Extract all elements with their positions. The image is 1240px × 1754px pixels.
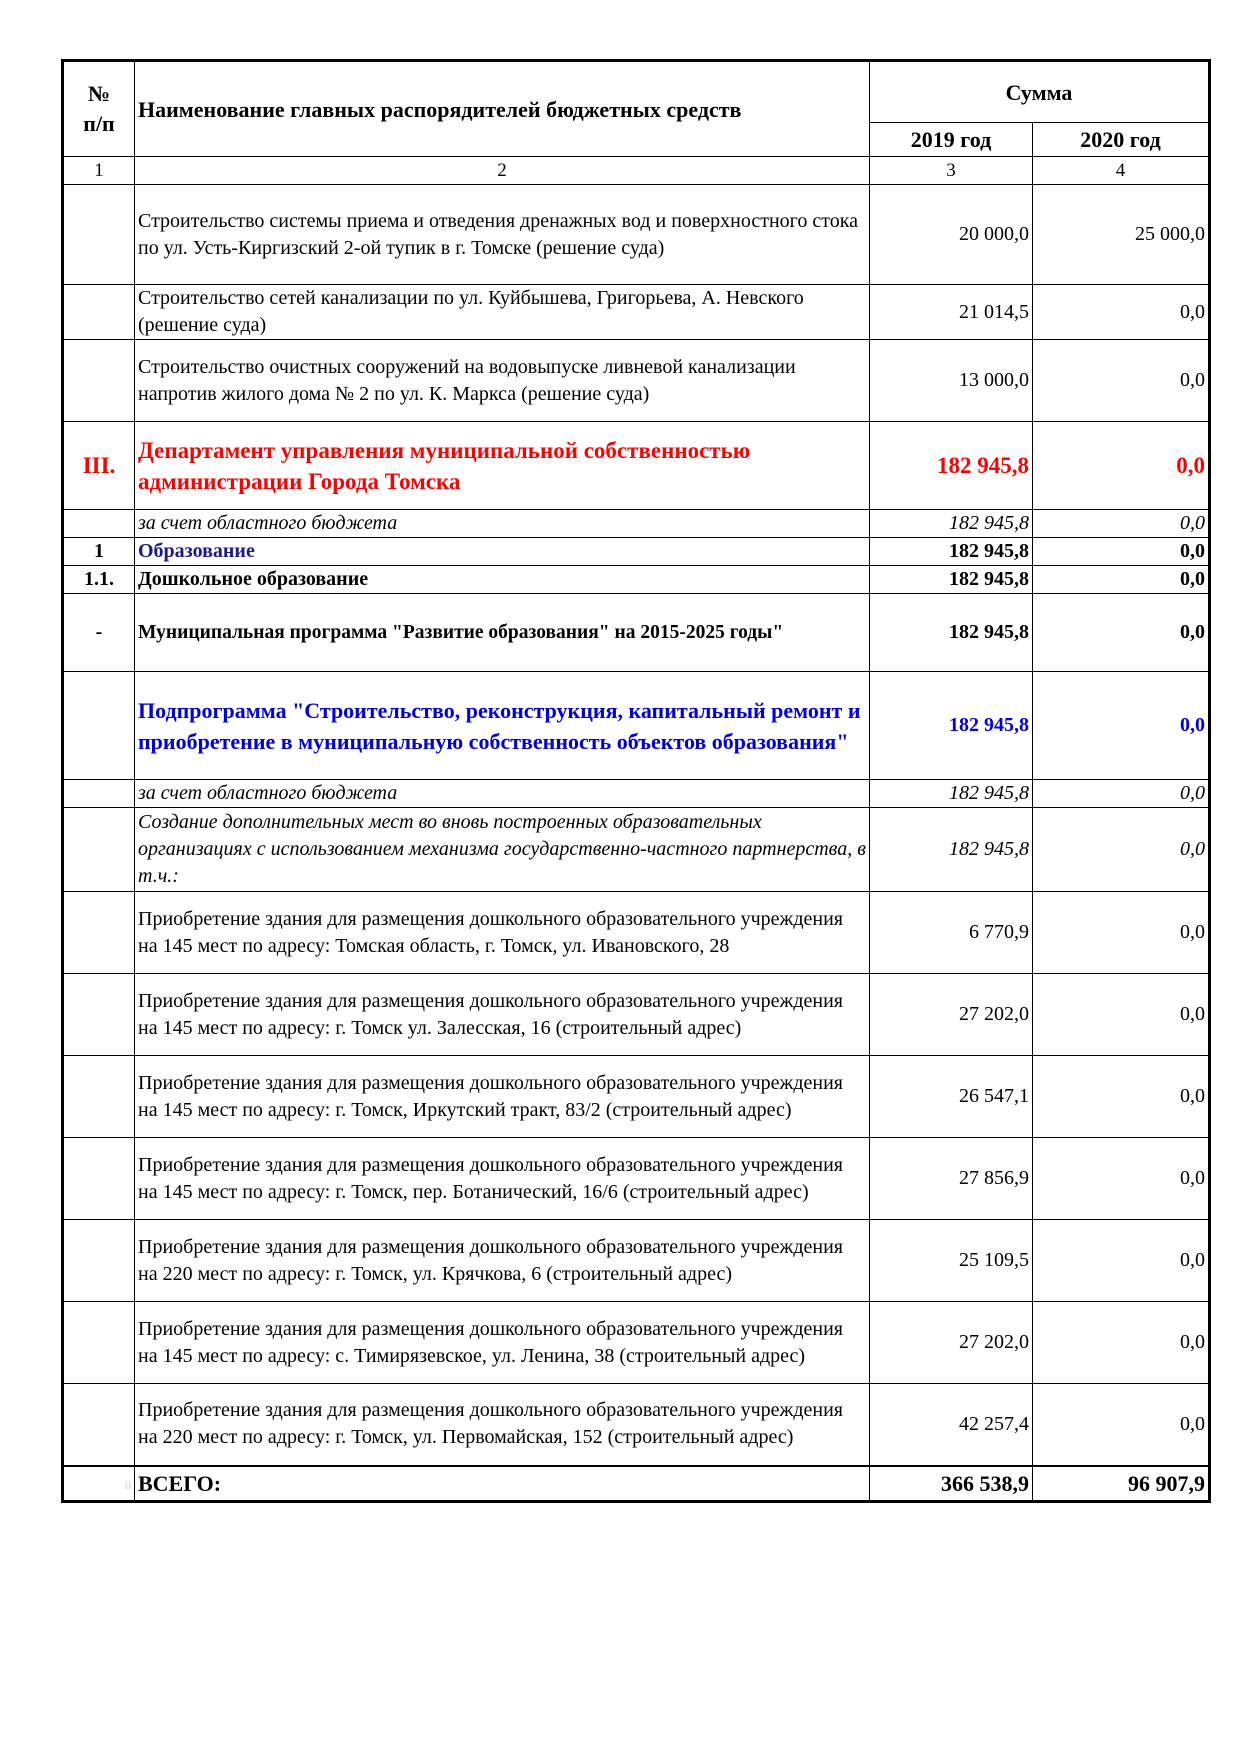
row-value-2020: 0,0 bbox=[1033, 780, 1210, 808]
table-row bbox=[63, 672, 1210, 780]
col-number-1: 1 bbox=[63, 157, 135, 185]
row-value-2020: 0,0 bbox=[1033, 538, 1210, 566]
row-name: за счет областного бюджета bbox=[135, 510, 870, 538]
budget-table bbox=[61, 59, 1211, 1503]
row-value-2020: 0,0 bbox=[1033, 285, 1210, 340]
row-value-2020: 0,0 bbox=[1033, 422, 1210, 510]
table-row bbox=[63, 538, 1210, 566]
row-value-2020: 0,0 bbox=[1033, 510, 1210, 538]
row-name: Приобретение здания для размещения дошкольного образовательного учреждения на 145 мест по адресу: г. Томск ул. Залесская, 16 (строительный адрес) bbox=[135, 974, 870, 1056]
table-row bbox=[63, 974, 1210, 1056]
row-name: Строительство системы приема и отведения дренажных вод и поверхностного стока по ул. Усть-Киргизский 2-ой тупик в г. Томске (решение суда) bbox=[135, 185, 870, 285]
row-value-2020: 0,0 bbox=[1033, 1138, 1210, 1220]
row-value-2019: 182 945,8 bbox=[870, 422, 1033, 510]
row-value-2020: 0,0 bbox=[1033, 1056, 1210, 1138]
col-number-3: 3 bbox=[870, 157, 1033, 185]
row-index bbox=[63, 808, 135, 892]
row-index: 1.1. bbox=[63, 566, 135, 594]
row-value-2019: 182 945,8 bbox=[870, 510, 1033, 538]
row-name: Подпрограмма "Строительство, реконструкция, капитальный ремонт и приобретение в муниципальную собственность объектов образования" bbox=[135, 672, 870, 780]
table-row bbox=[63, 566, 1210, 594]
table-row bbox=[63, 780, 1210, 808]
row-index bbox=[63, 672, 135, 780]
row-index bbox=[63, 510, 135, 538]
row-value-2019: 182 945,8 bbox=[870, 808, 1033, 892]
row-name: Приобретение здания для размещения дошкольного образовательного учреждения на 145 мест по адресу: с. Тимирязевское, ул. Ленина, 38 (строительный адрес) bbox=[135, 1302, 870, 1384]
table-row bbox=[63, 892, 1210, 974]
total-index-mark: 0 bbox=[125, 1477, 131, 1492]
table-row bbox=[63, 1138, 1210, 1220]
row-index: 1 bbox=[63, 538, 135, 566]
row-value-2019: 6 770,9 bbox=[870, 892, 1033, 974]
row-value-2020: 25 000,0 bbox=[1033, 185, 1210, 285]
row-value-2019: 182 945,8 bbox=[870, 594, 1033, 672]
header-sum: Сумма bbox=[870, 61, 1210, 123]
row-value-2020: 0,0 bbox=[1033, 974, 1210, 1056]
row-value-2020: 0,0 bbox=[1033, 672, 1210, 780]
row-index: III. bbox=[63, 422, 135, 510]
row-index bbox=[63, 1138, 135, 1220]
row-value-2019: 13 000,0 bbox=[870, 340, 1033, 422]
table-row bbox=[63, 185, 1210, 285]
row-index bbox=[63, 1384, 135, 1466]
row-value-2019: 27 856,9 bbox=[870, 1138, 1033, 1220]
total-value-2019: 366 538,9 bbox=[870, 1466, 1033, 1502]
row-value-2019: 42 257,4 bbox=[870, 1384, 1033, 1466]
table-row bbox=[63, 1220, 1210, 1302]
row-name: Приобретение здания для размещения дошкольного образовательного учреждения на 220 мест по адресу: г. Томск, ул. Крячкова, 6 (строительный адрес) bbox=[135, 1220, 870, 1302]
row-value-2020: 0,0 bbox=[1033, 566, 1210, 594]
row-index bbox=[63, 1056, 135, 1138]
row-value-2019: 182 945,8 bbox=[870, 538, 1033, 566]
header-year-2020: 2020 год bbox=[1033, 123, 1210, 157]
row-value-2019: 26 547,1 bbox=[870, 1056, 1033, 1138]
total-row bbox=[63, 1466, 1210, 1502]
row-index bbox=[63, 285, 135, 340]
table-row bbox=[63, 808, 1210, 892]
table-row bbox=[63, 594, 1210, 672]
row-index bbox=[63, 340, 135, 422]
header-name: Наименование главных распорядителей бюджетных средств bbox=[135, 61, 870, 157]
row-name: Приобретение здания для размещения дошкольного образовательного учреждения на 145 мест по адресу: Томская область, г. Томск, ул. Ивановского, 28 bbox=[135, 892, 870, 974]
row-index bbox=[63, 185, 135, 285]
row-name: Создание дополнительных мест во вновь построенных образовательных организациях с использованием механизма государственно-частного партнерства, в т.ч.: bbox=[135, 808, 870, 892]
table-row bbox=[63, 510, 1210, 538]
row-value-2019: 20 000,0 bbox=[870, 185, 1033, 285]
header-num: № п/п bbox=[63, 61, 135, 157]
row-value-2020: 0,0 bbox=[1033, 1384, 1210, 1466]
table-row bbox=[63, 1384, 1210, 1466]
row-index bbox=[63, 1220, 135, 1302]
row-name: Строительство сетей канализации по ул. Куйбышева, Григорьева, А. Невского (решение суда) bbox=[135, 285, 870, 340]
row-value-2020: 0,0 bbox=[1033, 340, 1210, 422]
row-name: за счет областного бюджета bbox=[135, 780, 870, 808]
row-value-2019: 182 945,8 bbox=[870, 566, 1033, 594]
header-year-2019: 2019 год bbox=[870, 123, 1033, 157]
table-row bbox=[63, 422, 1210, 510]
row-name: Приобретение здания для размещения дошкольного образовательного учреждения на 145 мест по адресу: г. Томск, Иркутский тракт, 83/2 (строительный адрес) bbox=[135, 1056, 870, 1138]
row-name: Департамент управления муниципальной собственностью администрации Города Томска bbox=[135, 422, 870, 510]
total-label: ВСЕГО: bbox=[135, 1466, 870, 1502]
row-name: Образование bbox=[135, 538, 870, 566]
col-number-2: 2 bbox=[135, 157, 870, 185]
table-row bbox=[63, 285, 1210, 340]
row-name: Дошкольное образование bbox=[135, 566, 870, 594]
row-index bbox=[63, 1302, 135, 1384]
row-name: Приобретение здания для размещения дошкольного образовательного учреждения на 145 мест по адресу: г. Томск, пер. Ботанический, 16/6 (строительный адрес) bbox=[135, 1138, 870, 1220]
row-value-2020: 0,0 bbox=[1033, 1220, 1210, 1302]
row-name: Муниципальная программа "Развитие образования" на 2015-2025 годы" bbox=[135, 594, 870, 672]
row-value-2019: 27 202,0 bbox=[870, 1302, 1033, 1384]
row-value-2019: 182 945,8 bbox=[870, 780, 1033, 808]
row-value-2020: 0,0 bbox=[1033, 1302, 1210, 1384]
total-value-2020: 96 907,9 bbox=[1033, 1466, 1210, 1502]
row-index: - bbox=[63, 594, 135, 672]
table-row bbox=[63, 340, 1210, 422]
row-index bbox=[63, 974, 135, 1056]
row-value-2019: 25 109,5 bbox=[870, 1220, 1033, 1302]
row-value-2019: 27 202,0 bbox=[870, 974, 1033, 1056]
row-name: Приобретение здания для размещения дошкольного образовательного учреждения на 220 мест по адресу: г. Томск, ул. Первомайская, 152 (строительный адрес) bbox=[135, 1384, 870, 1466]
total-index bbox=[63, 1466, 135, 1502]
table-row bbox=[63, 1056, 1210, 1138]
row-index bbox=[63, 892, 135, 974]
row-value-2019: 21 014,5 bbox=[870, 285, 1033, 340]
table-row bbox=[63, 1302, 1210, 1384]
row-value-2019: 182 945,8 bbox=[870, 672, 1033, 780]
row-value-2020: 0,0 bbox=[1033, 892, 1210, 974]
row-name: Строительство очистных сооружений на водовыпуске ливневой канализации напротив жилого дома № 2 по ул. К. Маркса (решение суда) bbox=[135, 340, 870, 422]
row-index bbox=[63, 780, 135, 808]
col-number-4: 4 bbox=[1033, 157, 1210, 185]
row-value-2020: 0,0 bbox=[1033, 808, 1210, 892]
row-value-2020: 0,0 bbox=[1033, 594, 1210, 672]
